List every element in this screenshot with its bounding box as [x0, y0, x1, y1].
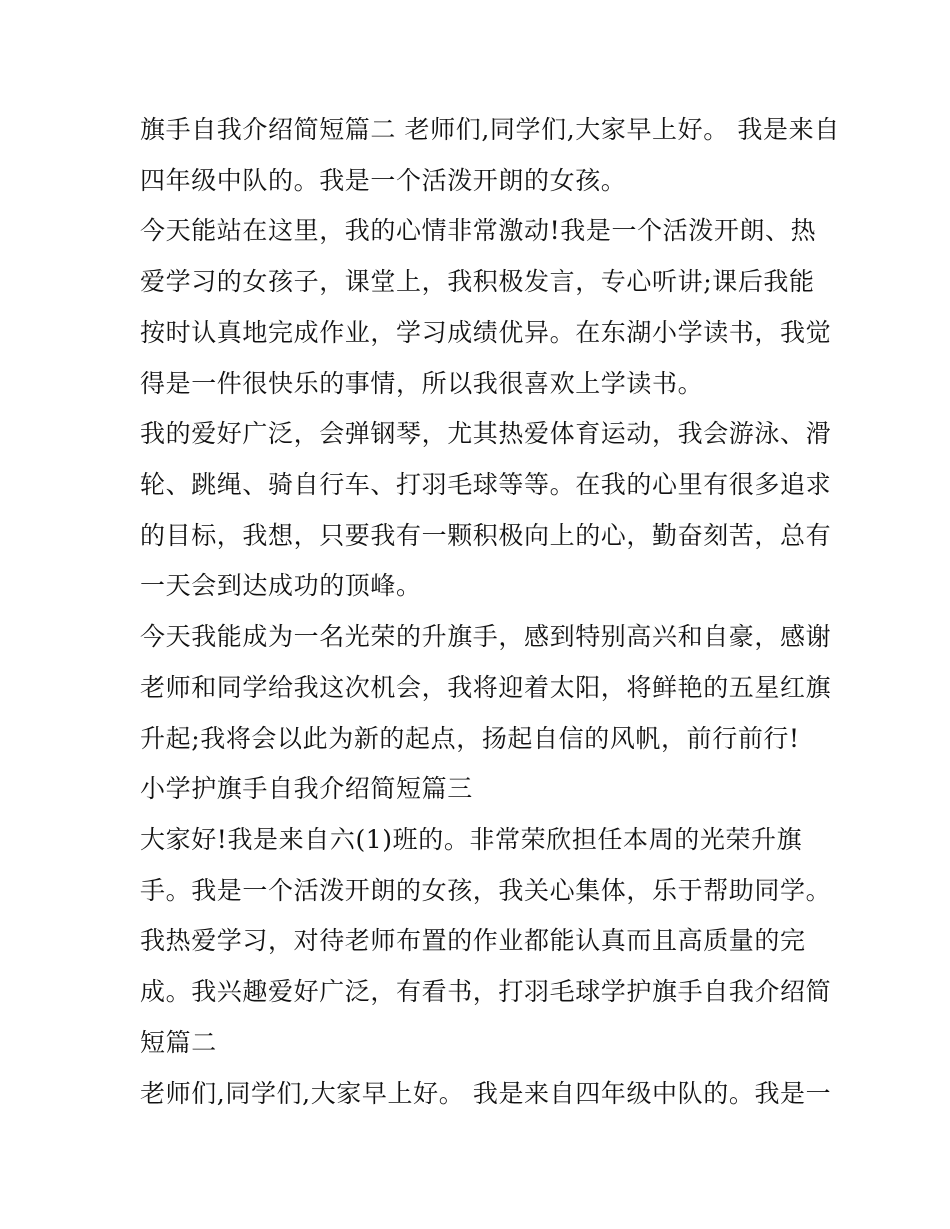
text-line: 爱学习的女孩子，课堂上，我积极发言，专心听讲;课后我能: [140, 267, 815, 296]
text-line: 今天能站在这里，我的心情非常激动!我是一个活泼开朗、热: [140, 216, 817, 245]
text-line: 大家好!我是来自六(1)班的。非常荣欣担任本周的光荣升旗: [140, 825, 803, 854]
text-line: 四年级中队的。我是一个活泼开朗的女孩。: [140, 166, 627, 195]
text-line: 今天我能成为一名光荣的升旗手，感到特别高兴和自豪，感谢: [140, 622, 832, 651]
text-line: 短篇二: [140, 1028, 217, 1057]
text-line: 得是一件很快乐的事情，所以我很喜欢上学读书。: [140, 369, 704, 398]
text-line: 老师和同学给我这次机会，我将迎着太阳，将鲜艳的五星红旗: [140, 673, 832, 702]
text-line: 的目标，我想，只要我有一颗积极向上的心，勤奋刻苦，总有: [140, 521, 832, 550]
text-line: 老师们,同学们,大家早上好。 我是来自四年级中队的。我是一: [140, 1079, 832, 1108]
text-line: 轮、跳绳、骑自行车、打羽毛球等等。在我的心里有很多追求: [140, 470, 832, 499]
text-line: 旗手自我介绍简短篇二 老师们,同学们,大家早上好。 我是来自: [140, 115, 840, 144]
text-line: 一天会到达成功的顶峰。: [140, 571, 422, 600]
section-heading: 小学护旗手自我介绍简短篇三: [140, 774, 473, 803]
text-line: 手。我是一个活泼开朗的女孩，我关心集体，乐于帮助同学。: [140, 876, 832, 905]
text-line: 升起;我将会以此为新的起点，扬起自信的风帆，前行前行!: [140, 724, 800, 753]
text-line: 成。我兴趣爱好广泛，有看书，打羽毛球学护旗手自我介绍简: [140, 977, 832, 1006]
text-line: 按时认真地完成作业，学习成绩优异。在东湖小学读书，我觉: [140, 318, 832, 347]
text-line: 我热爱学习，对待老师布置的作业都能认真而且高质量的完: [140, 926, 806, 955]
text-line: 我的爱好广泛，会弹钢琴，尤其热爱体育运动，我会游泳、滑: [140, 419, 832, 448]
